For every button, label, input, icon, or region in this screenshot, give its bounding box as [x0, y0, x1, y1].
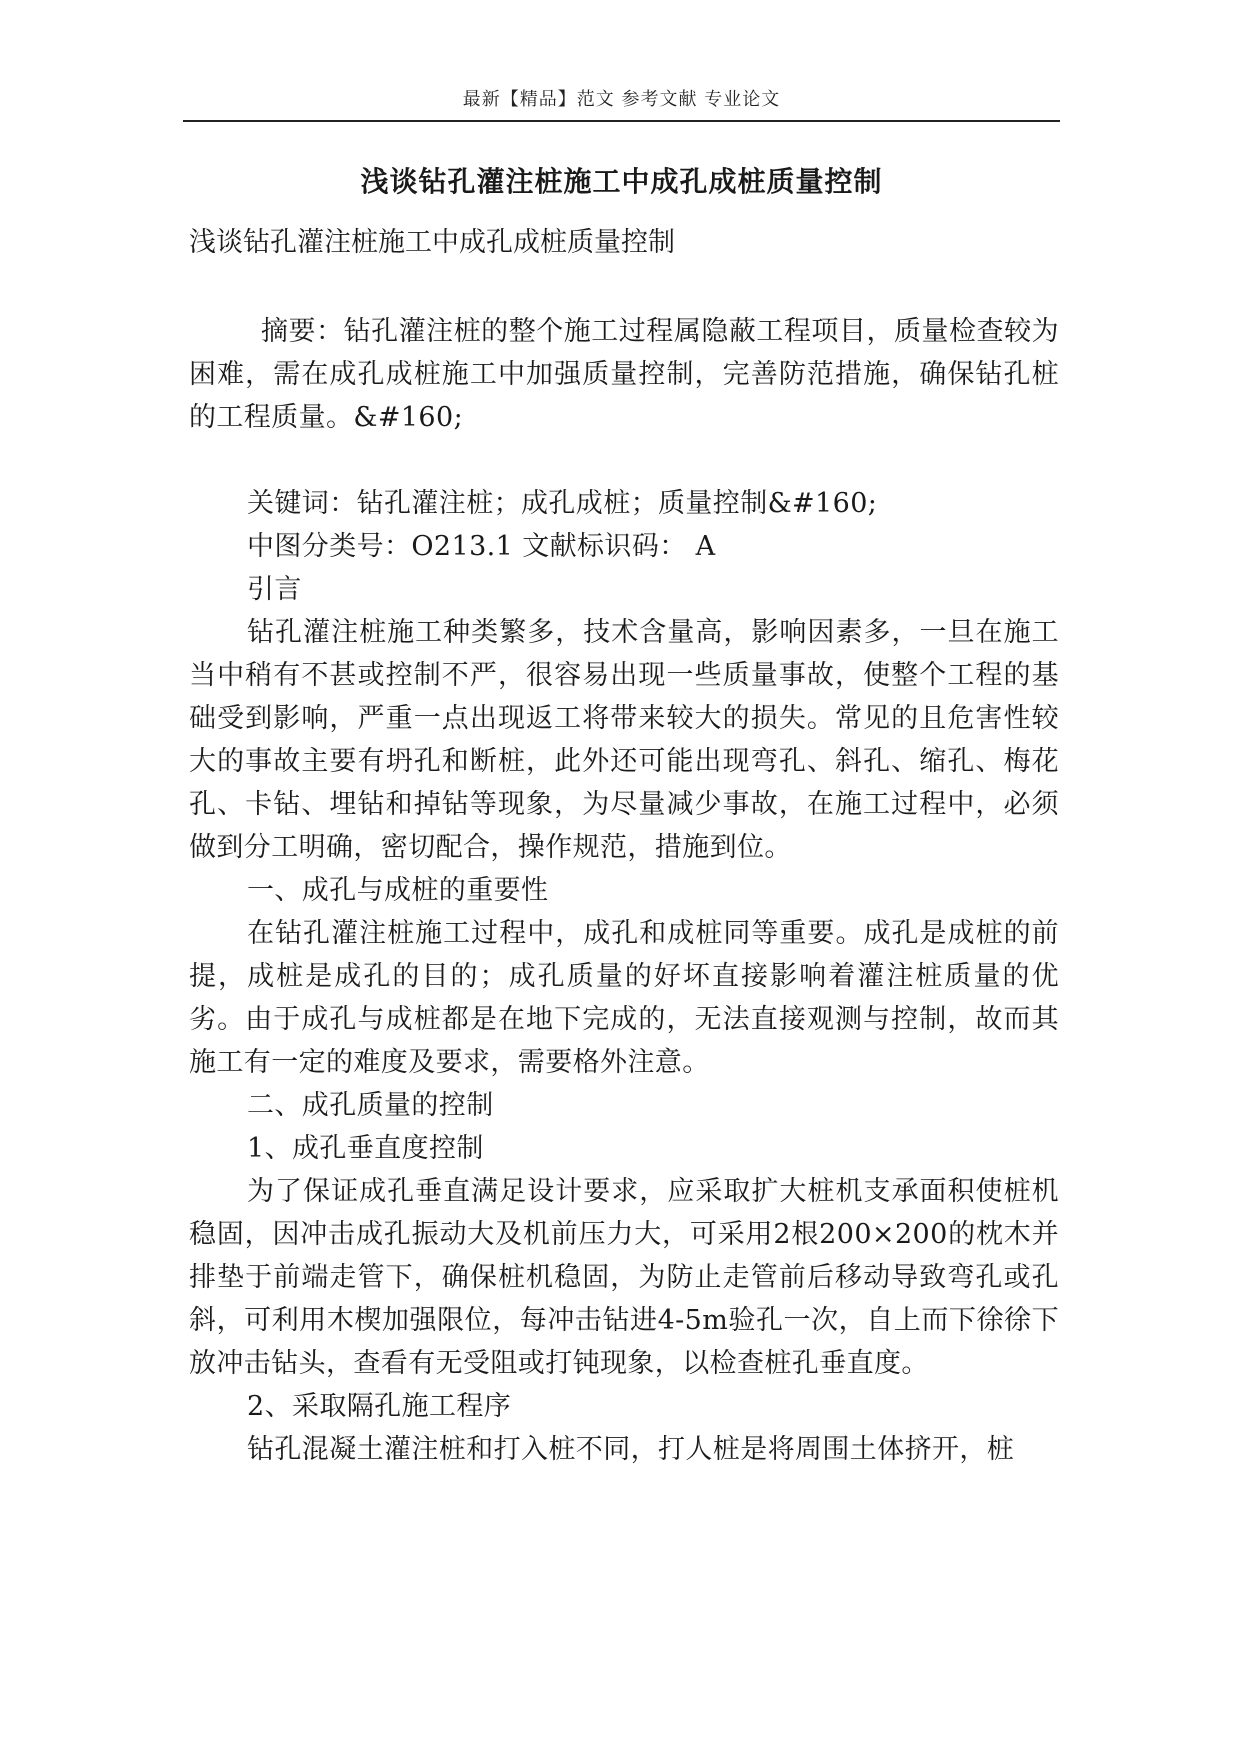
classification-paragraph: 中图分类号：O213.1 文献标识码： A: [247, 531, 716, 562]
body-paragraph: 钻孔混凝土灌注桩和打入桩不同，打人桩是将周围土体挤开，桩: [247, 1434, 1015, 1465]
section-heading-1: 一、成孔与成桩的重要性: [247, 875, 549, 906]
body-paragraph: 在钻孔灌注桩施工过程中，成孔和成桩同等重要。成孔是成桩的前提，成桩是成孔的目的；成孔质量的好坏直接影响着灌注桩质量的优劣。由于成孔与成桩都是在地下完成的，无法直接观测与控制，故而其施工有一定的难度及要求，需要格外注意。: [189, 918, 1059, 1078]
keywords-paragraph: 关键词：钻孔灌注桩；成孔成桩；质量控制&#160;: [247, 488, 878, 519]
document-body: [189, 310, 1059, 1471]
page-header: 最新【精品】范文 参考文献 专业论文: [183, 80, 1060, 122]
section-heading-introduction: 引言: [247, 574, 302, 605]
subsection-heading-2-2: 2、采取隔孔施工程序: [247, 1391, 512, 1422]
document-subtitle: 浅谈钻孔灌注桩施工中成孔成桩质量控制: [189, 227, 675, 258]
abstract-paragraph: 摘要：钻孔灌注桩的整个施工过程属隐蔽工程项目，质量检查较为困难，需在成孔成桩施工中加强质量控制，完善防范措施，确保钻孔桩的工程质量。&#160;: [189, 316, 1059, 433]
body-paragraph: 钻孔灌注桩施工种类繁多，技术含量高，影响因素多，一旦在施工当中稍有不甚或控制不严，很容易出现一些质量事故，使整个工程的基础受到影响，严重一点出现返工将带来较大的损失。常见的且危害性较大的事故主要有坍孔和断桩，此外还可能出现弯孔、斜孔、缩孔、梅花孔、卡钻、埋钻和掉钻等现象，为尽量减少事故，在施工过程中，必须做到分工明确，密切配合，操作规范，措施到位。: [189, 617, 1059, 863]
section-heading-2: 二、成孔质量的控制: [247, 1090, 494, 1121]
body-paragraph: 为了保证成孔垂直满足设计要求，应采取扩大桩机支承面积使桩机稳固，因冲击成孔振动大及机前压力大，可采用2根200×200的枕木并排垫于前端走管下，确保桩机稳固，为防止走管前后移动导致弯孔或孔斜，可利用木楔加强限位，每冲击钻进4-5m验孔一次，自上而下徐徐下放冲击钻头，查看有无受阻或打钝现象，以检查桩孔垂直度。: [189, 1176, 1059, 1379]
subsection-heading-2-1: 1、成孔垂直度控制: [247, 1133, 484, 1164]
document-title: 浅谈钻孔灌注桩施工中成孔成桩质量控制: [360, 165, 883, 198]
